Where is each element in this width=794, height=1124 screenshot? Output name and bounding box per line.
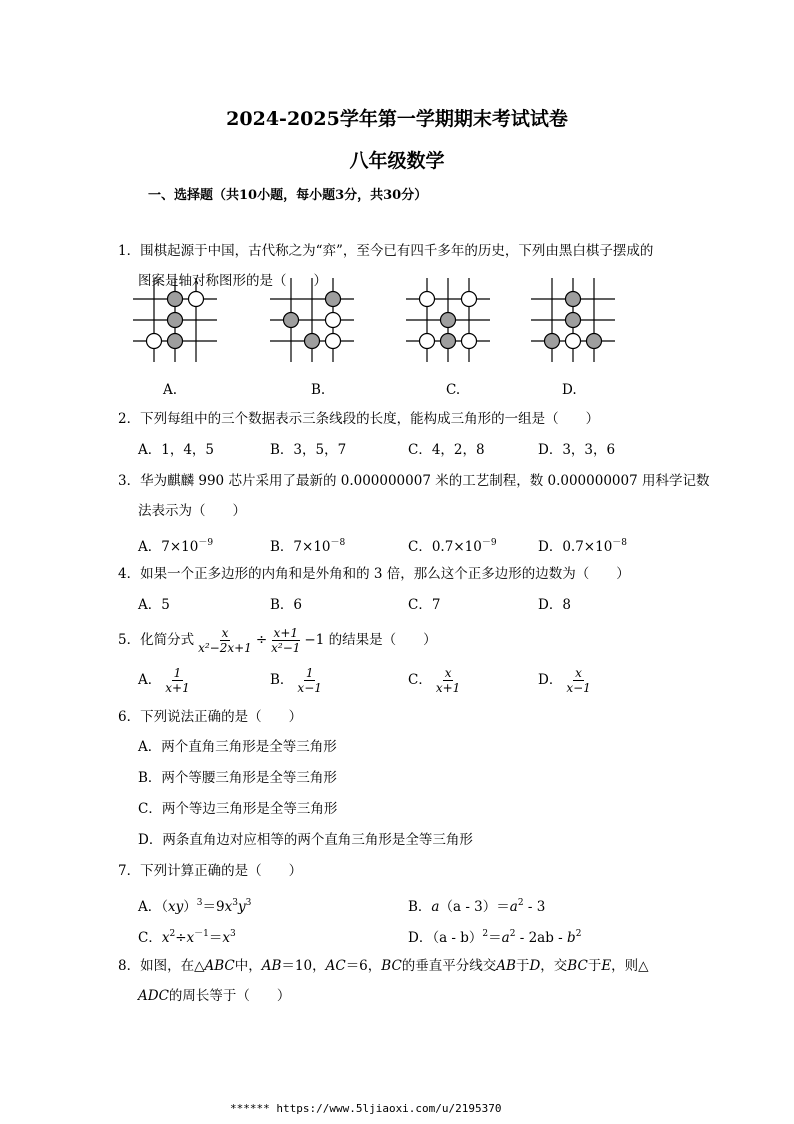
- q3-line2: 法表示为（ ）: [138, 503, 246, 519]
- white-stone: [326, 334, 341, 349]
- black-stone: [587, 334, 602, 349]
- black-stone: [441, 334, 456, 349]
- q7-option-c: C．$x^2\div x^{-1}=x^3$: [138, 929, 236, 946]
- q2-option-a: A．1，4，5: [138, 442, 215, 458]
- white-stone: [420, 334, 435, 349]
- q4-option-c: C．7: [408, 597, 441, 613]
- white-stone: [189, 292, 204, 307]
- q4-option-a: A．5: [138, 597, 170, 613]
- white-stone: [566, 334, 581, 349]
- q8-line2: ADC的周长等于（ ）: [138, 988, 291, 1004]
- q1-label-c: C.: [446, 382, 461, 398]
- q7-option-b: B．$a(a - 3)=a^2 - 3$: [408, 898, 546, 915]
- q6-option-d: D．两条直角边对应相等的两个直角三角形是全等三角形: [138, 832, 473, 848]
- q3-option-d: D．$0.7\times 10^{-8}$: [538, 538, 628, 555]
- q6-option-a: A．两个直角三角形是全等三角形: [138, 739, 337, 755]
- white-stone: [420, 292, 435, 307]
- q5-option-b: B． $\frac{1}{x-1}$: [270, 666, 322, 695]
- black-stone: [441, 313, 456, 328]
- q5-option-d: D． $\frac{x}{x-1}$: [538, 666, 591, 695]
- q6-option-c: C．两个等边三角形是全等三角形: [138, 801, 338, 817]
- q2-option-d: D．3，3，6: [538, 442, 616, 458]
- exam-subtitle: 八年级数学: [349, 150, 445, 172]
- go-board-d: [531, 278, 619, 366]
- footer-link[interactable]: ****** https://www.5ljiaoxi.com/u/2195370: [230, 1102, 502, 1115]
- black-stone: [168, 292, 183, 307]
- q5-fraction-2: $\frac{x+1}{\text{x²−1}}$: [271, 626, 301, 655]
- q4-stem: 4．如果一个正多边形的内角和是外角和的 3 倍，那么这个正多边形的边数为（ ）: [118, 566, 630, 582]
- white-stone: [326, 313, 341, 328]
- q1-line1: 1．围棋起源于中国，古代称之为“弈”，至今已有四千多年的历史，下列由黑白棋子摆成的: [118, 243, 654, 259]
- q7-option-d: D．$(a - b)^2=a^2 - 2ab - b^2$: [408, 929, 582, 946]
- q4-option-d: D．8: [538, 597, 571, 613]
- q6-option-b: B．两个等腰三角形是全等三角形: [138, 770, 337, 786]
- q3-line1: 3．华为麒麟 990 芯片采用了最新的 0.000000007 米的工艺制程，数 0.000000007 用科学记数: [118, 473, 710, 489]
- q5-stem: 5．化简分式 $\frac{x}{\text{x²−2x+1}}$ ÷ $\frac{x+1}{\text{x²−1}}$ −1 的结果是（ ）: [118, 626, 437, 655]
- q5-option-c: C． $\frac{x}{x+1}$: [408, 666, 461, 695]
- q2-option-b: B．3，5，7: [270, 442, 347, 458]
- q6-stem: 6．下列说法正确的是（ ）: [118, 709, 303, 725]
- q3-option-b: B．$7\times 10^{-8}$: [270, 538, 346, 555]
- exam-title: 2024-2025学年第一学期期末考试试卷: [226, 108, 568, 130]
- section-heading: 一、选择题（共10小题，每小题3分，共30分）: [148, 188, 428, 203]
- q4-option-b: B．6: [270, 597, 303, 613]
- q3-option-a: A．$7\times 10^{-9}$: [138, 538, 214, 555]
- q1-label-b: B.: [311, 382, 326, 398]
- go-board-a: [133, 278, 221, 366]
- black-stone: [566, 313, 581, 328]
- q5-option-a: A． $\frac{1}{x+1}$: [138, 666, 190, 695]
- black-stone: [168, 313, 183, 328]
- black-stone: [545, 334, 560, 349]
- q7-option-a: A．$(xy)^3=9x^3y^3$: [138, 898, 252, 915]
- white-stone: [462, 292, 477, 307]
- go-board-c: [406, 278, 494, 366]
- black-stone: [566, 292, 581, 307]
- q1-label-a: A.: [163, 382, 178, 398]
- q8-line1: 8．如图，在△ABC中，AB＝10，AC＝6，BC的垂直平分线交AB于D，交BC于E，则△: [118, 958, 649, 974]
- black-stone: [284, 313, 299, 328]
- white-stone: [147, 334, 162, 349]
- q2-option-c: C．4，2，8: [408, 442, 485, 458]
- black-stone: [326, 292, 341, 307]
- q2-stem: 2．下列每组中的三个数据表示三条线段的长度，能构成三角形的一组是（ ）: [118, 411, 600, 427]
- q1-line2: 图案是轴对称图形的是（ ）: [138, 273, 327, 289]
- q1-label-d: D.: [562, 382, 577, 398]
- q3-option-c: C．$0.7\times 10^{-9}$: [408, 538, 497, 555]
- black-stone: [168, 334, 183, 349]
- q7-stem: 7．下列计算正确的是（ ）: [118, 863, 303, 879]
- go-board-b: [270, 278, 358, 366]
- black-stone: [305, 334, 320, 349]
- q5-fraction-1: $\frac{x}{\text{x²−2x+1}}$: [198, 626, 252, 655]
- white-stone: [462, 334, 477, 349]
